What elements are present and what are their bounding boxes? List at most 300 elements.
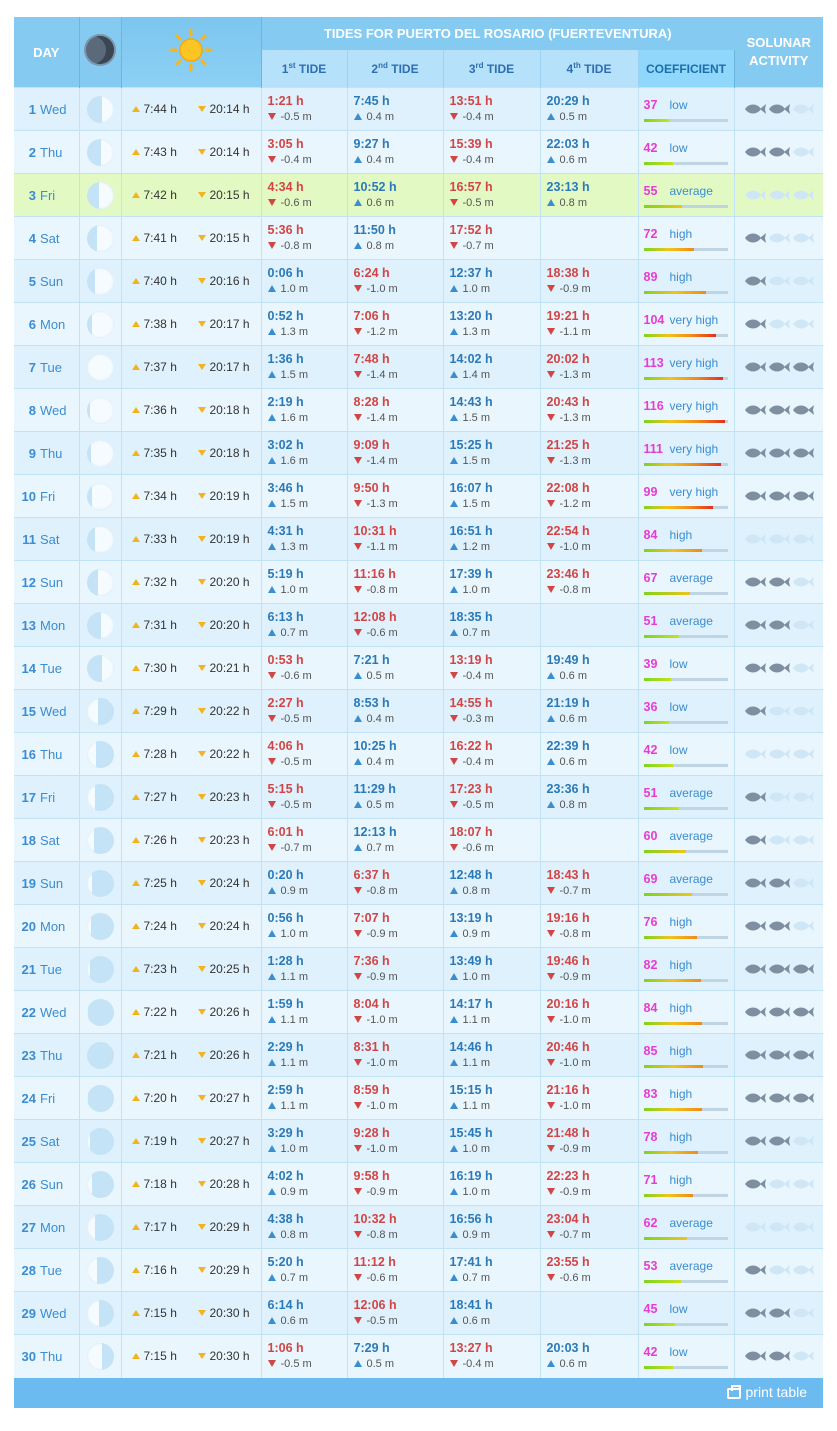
tide-2-cell	[347, 303, 443, 346]
coefficient-label: very high	[669, 313, 719, 327]
low-tide-icon	[547, 285, 555, 292]
tide-3-cell	[443, 1120, 540, 1163]
tide-height: -1.4 m	[366, 412, 398, 424]
coefficient-cell	[638, 905, 734, 948]
table-row	[14, 260, 823, 303]
table-row	[14, 389, 823, 432]
moon-phase-icon	[87, 1257, 114, 1284]
sunset-time: 20:17 h	[209, 360, 250, 374]
table-row	[14, 561, 823, 604]
tide-4-cell	[540, 561, 638, 604]
low-tide-icon	[450, 844, 458, 851]
moon-phase-icon	[87, 1085, 114, 1112]
day-number: 16	[21, 746, 36, 762]
tide-time: 20:43 h	[546, 395, 590, 409]
table-footer	[14, 1378, 823, 1408]
fish-icon	[792, 1178, 814, 1190]
moon-phase-icon	[87, 1128, 114, 1155]
coefficient-label: high	[669, 915, 693, 929]
sun-times-cell	[121, 260, 261, 303]
tide-time: 6:13 h	[267, 610, 304, 624]
sun-times-cell	[121, 432, 261, 475]
tide-time: 8:59 h	[353, 1083, 390, 1097]
high-tide-icon	[547, 1360, 555, 1367]
day-cell	[14, 174, 79, 217]
tide-height: 1.6 m	[280, 455, 309, 467]
day-number: 25	[21, 1133, 36, 1149]
weekday: Wed	[40, 703, 67, 719]
low-tide-icon	[450, 242, 458, 249]
table-row	[14, 432, 823, 475]
high-tide-icon	[450, 328, 458, 335]
sunrise-icon	[132, 1267, 140, 1273]
fish-icon	[744, 705, 766, 717]
moon-phase-cell	[79, 131, 121, 174]
tide-1-cell	[261, 1034, 347, 1077]
coefficient-bar	[644, 936, 728, 939]
low-tide-icon	[547, 1016, 555, 1023]
coefficient-label: low	[669, 1345, 688, 1360]
fish-icon	[744, 576, 766, 588]
tide-4-cell	[540, 690, 638, 733]
tide-3-cell	[443, 733, 540, 776]
coefficient-cell	[638, 948, 734, 991]
coefficient-cell	[638, 1034, 734, 1077]
tide-2-cell	[347, 948, 443, 991]
tide-height: 1.1 m	[462, 1014, 491, 1026]
coefficient-cell	[638, 88, 734, 131]
sunset-icon	[198, 493, 206, 499]
tide-time: 21:25 h	[546, 438, 590, 452]
tide-height: -0.7 m	[559, 885, 591, 897]
tide-3-cell	[443, 303, 540, 346]
sunset-time: 20:19 h	[209, 489, 250, 503]
fish-icon	[744, 1221, 766, 1233]
low-tide-icon	[354, 1188, 362, 1195]
tide-1-cell	[261, 131, 347, 174]
fish-icon	[768, 1092, 790, 1104]
weekday: Wed	[40, 1004, 67, 1020]
tide-height: -0.8 m	[280, 240, 312, 252]
solunar-activity-cell	[734, 604, 823, 647]
tide-time: 12:48 h	[449, 868, 493, 882]
tide-time: 12:13 h	[353, 825, 397, 839]
sun-times-cell	[121, 776, 261, 819]
coefficient-value: 51	[643, 614, 658, 628]
sunrise-icon	[132, 192, 140, 198]
tide-time: 7:06 h	[353, 309, 390, 323]
tide-height: 0.5 m	[366, 670, 395, 682]
fish-icon	[768, 576, 790, 588]
sunrise-time: 7:34 h	[143, 489, 177, 503]
sunrise-time: 7:21 h	[143, 1048, 177, 1062]
tide-1-cell	[261, 991, 347, 1034]
tide-4-cell	[540, 88, 638, 131]
coefficient-label: low	[669, 98, 688, 112]
coefficient-bar	[644, 1323, 728, 1326]
weekday: Tue	[40, 660, 62, 676]
tide-time: 9:50 h	[353, 481, 390, 495]
tide-4-cell	[540, 260, 638, 303]
tide-time: 4:06 h	[267, 739, 304, 753]
tide-time: 9:27 h	[353, 137, 390, 151]
tide-4-cell	[540, 1292, 638, 1335]
tide-height: 0.8 m	[559, 197, 588, 209]
tide-time: 19:21 h	[546, 309, 590, 323]
moon-phase-cell	[79, 647, 121, 690]
tide-height: -1.1 m	[366, 541, 398, 553]
sunset-time: 20:14 h	[209, 102, 250, 116]
day-cell	[14, 948, 79, 991]
solunar-activity-cell	[734, 1249, 823, 1292]
tide-time: 4:02 h	[267, 1169, 304, 1183]
tide-4-cell	[540, 604, 638, 647]
coefficient-cell	[638, 991, 734, 1034]
fish-icon	[768, 1006, 790, 1018]
tide-height: 1.0 m	[462, 1143, 491, 1155]
sunrise-time: 7:17 h	[143, 1220, 177, 1234]
weekday: Wed	[40, 101, 67, 117]
moon-phase-cell	[79, 174, 121, 217]
tide-time: 1:21 h	[267, 94, 304, 108]
fish-icon	[744, 404, 766, 416]
coefficient-label: average	[669, 786, 713, 800]
moon-phase-icon	[87, 182, 114, 209]
tide-3-cell	[443, 1249, 540, 1292]
day-number: 7	[28, 359, 36, 375]
print-table-button[interactable]	[727, 1384, 807, 1400]
tide-4-cell	[540, 303, 638, 346]
tide-1-cell	[261, 862, 347, 905]
sunset-icon	[198, 278, 206, 284]
tide-time: 9:58 h	[353, 1169, 390, 1183]
tide-height: -1.3 m	[559, 369, 591, 381]
fish-icon	[792, 705, 814, 717]
tide-height: 1.0 m	[462, 1186, 491, 1198]
coefficient-label: low	[669, 657, 688, 671]
sunrise-time: 7:44 h	[143, 102, 177, 116]
tide-time: 2:29 h	[267, 1040, 304, 1054]
tide-time: 10:52 h	[353, 180, 397, 194]
tide-time: 14:46 h	[449, 1040, 493, 1054]
fish-icon	[768, 146, 790, 158]
tide-2-cell	[347, 174, 443, 217]
tide-time: 5:15 h	[267, 782, 304, 796]
low-tide-icon	[547, 328, 555, 335]
tide-height: -1.0 m	[366, 283, 398, 295]
fish-icon	[768, 662, 790, 674]
tide-height: 1.3 m	[280, 326, 309, 338]
tide-1-cell	[261, 260, 347, 303]
tide-3-cell	[443, 260, 540, 303]
sunset-icon	[198, 1181, 206, 1187]
coefficient-label: average	[669, 571, 713, 585]
tide-height: 1.6 m	[280, 412, 309, 424]
sunrise-icon	[132, 149, 140, 155]
tide-height: 0.6 m	[366, 197, 395, 209]
low-tide-icon	[354, 973, 362, 980]
day-cell	[14, 1292, 79, 1335]
solunar-activity-cell	[734, 432, 823, 475]
tide-1-cell	[261, 346, 347, 389]
tide-1-cell	[261, 1120, 347, 1163]
solunar-activity-cell	[734, 346, 823, 389]
sunrise-icon	[132, 1310, 140, 1316]
tide-2-cell	[347, 1077, 443, 1120]
tide-3-cell	[443, 604, 540, 647]
tide-time: 20:03 h	[546, 1341, 590, 1356]
day-number: 19	[21, 875, 36, 891]
sun-times-cell	[121, 303, 261, 346]
table-row	[14, 862, 823, 905]
tide-height: 1.5 m	[280, 369, 309, 381]
sun-times-cell	[121, 1292, 261, 1335]
sunset-icon	[198, 751, 206, 757]
coefficient-label: high	[669, 227, 693, 241]
tide-4-cell	[540, 1077, 638, 1120]
tide-height: -0.6 m	[280, 197, 312, 209]
coefficient-label: very high	[669, 485, 719, 499]
sunset-icon	[198, 321, 206, 327]
coefficient-value: 42	[643, 1345, 658, 1360]
low-tide-icon	[268, 199, 276, 206]
tide-1-cell	[261, 647, 347, 690]
table-row	[14, 604, 823, 647]
sunset-time: 20:24 h	[209, 876, 250, 890]
high-tide-icon	[268, 1274, 276, 1281]
moon-phase-cell	[79, 776, 121, 819]
tide-height: 0.9 m	[280, 885, 309, 897]
tide-height: -0.9 m	[366, 928, 398, 940]
tide-height: -0.7 m	[559, 1229, 591, 1241]
tide-height: -1.1 m	[559, 326, 591, 338]
tide-1-cell	[261, 88, 347, 131]
fish-icon	[768, 1178, 790, 1190]
sunset-icon	[198, 794, 206, 800]
day-cell	[14, 776, 79, 819]
fish-icon	[792, 490, 814, 502]
high-tide-icon	[450, 1016, 458, 1023]
tide-rows	[14, 88, 823, 1378]
fish-icon	[792, 877, 814, 889]
tide-time: 16:51 h	[449, 524, 493, 538]
tide-height: 0.9 m	[280, 1186, 309, 1198]
tide-time: 11:29 h	[353, 782, 396, 796]
tide-3-cell	[443, 518, 540, 561]
sun-times-cell	[121, 733, 261, 776]
tide-height: 1.5 m	[462, 498, 491, 510]
high-tide-icon	[450, 1102, 458, 1109]
tide-time: 7:45 h	[353, 94, 390, 108]
sunrise-icon	[132, 837, 140, 843]
sunrise-icon	[132, 751, 140, 757]
table-row	[14, 174, 823, 217]
coefficient-label: average	[669, 872, 713, 886]
low-tide-icon	[354, 586, 362, 593]
tide-time: 0:56 h	[267, 911, 304, 925]
coefficient-label: high	[669, 1173, 693, 1187]
tide-height: 0.6 m	[559, 756, 588, 768]
coefficient-bar	[644, 1151, 728, 1154]
moon-phase-icon	[87, 354, 114, 381]
tide-time: 18:41 h	[449, 1298, 493, 1312]
fish-icon	[792, 748, 814, 760]
low-tide-icon	[547, 1188, 555, 1195]
coefficient-cell	[638, 174, 734, 217]
tide-4-cell	[540, 1120, 638, 1163]
sunrise-icon	[132, 1052, 140, 1058]
table-row	[14, 346, 823, 389]
tide-1-cell	[261, 1206, 347, 1249]
tide-height: 1.2 m	[462, 541, 491, 553]
coefficient-cell	[638, 1335, 734, 1378]
moon-phase-cell	[79, 303, 121, 346]
high-tide-icon	[450, 1145, 458, 1152]
fish-icon	[768, 1049, 790, 1061]
moon-phase-cell	[79, 604, 121, 647]
coefficient-cell	[638, 776, 734, 819]
coefficient-cell	[638, 303, 734, 346]
sunset-icon	[198, 923, 206, 929]
fish-icon	[792, 232, 814, 244]
moon-phase-cell	[79, 1206, 121, 1249]
low-tide-icon	[268, 242, 276, 249]
moon-phase-cell	[79, 346, 121, 389]
tide-height: -0.9 m	[559, 1186, 591, 1198]
low-tide-icon	[547, 371, 555, 378]
weekday: Mon	[40, 316, 66, 332]
coefficient-cell	[638, 690, 734, 733]
fish-icon	[744, 748, 766, 760]
sun-times-cell	[121, 518, 261, 561]
fish-icon	[768, 920, 790, 932]
fish-icon	[744, 1178, 766, 1190]
low-tide-icon	[354, 1231, 362, 1238]
tide-height: 1.0 m	[462, 283, 491, 295]
fish-icon	[768, 705, 790, 717]
tide-4-cell	[540, 389, 638, 432]
moon-phase-icon	[87, 1300, 114, 1327]
sunrise-icon	[132, 493, 140, 499]
moon-phase-icon	[87, 956, 114, 983]
sunrise-time: 7:24 h	[143, 919, 177, 933]
sunrise-time: 7:36 h	[143, 403, 177, 417]
tide-height: 0.6 m	[559, 154, 588, 166]
tide-4-cell	[540, 776, 638, 819]
coefficient-value: 45	[643, 1302, 658, 1316]
fish-icon	[744, 490, 766, 502]
fish-icon	[744, 232, 766, 244]
high-tide-icon	[547, 801, 555, 808]
coefficient-label: high	[669, 1001, 693, 1015]
tide-height: 1.5 m	[462, 412, 491, 424]
tide-2-cell	[347, 346, 443, 389]
tide-height: -0.5 m	[366, 1315, 398, 1327]
high-tide-icon	[547, 672, 555, 679]
coefficient-bar	[644, 334, 728, 337]
sunset-icon	[198, 579, 206, 585]
coefficient-cell	[638, 1120, 734, 1163]
coefficient-cell	[638, 862, 734, 905]
tide-height: -0.9 m	[559, 1143, 591, 1155]
table-row	[14, 1292, 823, 1335]
fish-icon	[792, 447, 814, 459]
coefficient-value: 39	[643, 657, 658, 671]
coefficient-bar	[644, 291, 728, 294]
coefficient-label: very high	[669, 356, 719, 370]
moon-phase-cell	[79, 948, 121, 991]
coefficient-value: 84	[643, 1001, 658, 1015]
solunar-activity-cell	[734, 260, 823, 303]
solunar-activity-cell	[734, 518, 823, 561]
fish-icon	[792, 1006, 814, 1018]
coefficient-value: 42	[643, 743, 658, 757]
fish-icon	[768, 103, 790, 115]
tide-time: 6:24 h	[353, 266, 390, 280]
day-cell	[14, 905, 79, 948]
coefficient-bar	[644, 119, 728, 122]
sunrise-icon	[132, 1095, 140, 1101]
tide-3-cell	[443, 776, 540, 819]
moon-phase-icon	[87, 913, 114, 940]
coefficient-value: 83	[643, 1087, 658, 1101]
sun-times-cell	[121, 905, 261, 948]
tide-4-cell	[540, 432, 638, 475]
coefficient-bar	[644, 1022, 728, 1025]
moon-phase-header	[79, 17, 121, 88]
sunset-icon	[198, 1353, 206, 1359]
solunar-activity-cell	[734, 905, 823, 948]
moon-phase-icon	[87, 1343, 114, 1370]
sunset-time: 20:25 h	[209, 962, 250, 976]
fish-icon	[744, 1092, 766, 1104]
sunrise-icon	[132, 450, 140, 456]
sunrise-icon	[132, 880, 140, 886]
tide-3-cell	[443, 1335, 540, 1378]
sunrise-icon	[132, 1224, 140, 1230]
fish-icon	[768, 963, 790, 975]
coefficient-bar	[644, 420, 728, 423]
weekday: Sun	[40, 574, 64, 590]
low-tide-icon	[450, 715, 458, 722]
table-row	[14, 1335, 823, 1378]
sunset-icon	[198, 106, 206, 112]
sunset-time: 20:16 h	[209, 274, 250, 288]
sun-times-cell	[121, 174, 261, 217]
coefficient-label: average	[669, 184, 713, 198]
print-table-label: print table	[745, 1383, 807, 1400]
weekday: Mon	[40, 918, 66, 934]
tide-time: 19:49 h	[546, 653, 590, 667]
low-tide-icon	[354, 543, 362, 550]
tide-time: 1:36 h	[267, 352, 304, 366]
sunrise-time: 7:18 h	[143, 1177, 177, 1191]
tide-4-cell	[540, 1206, 638, 1249]
tide-time: 8:04 h	[353, 997, 390, 1011]
sunset-time: 20:23 h	[209, 833, 250, 847]
tide-2-cell	[347, 1206, 443, 1249]
tide-time: 17:41 h	[449, 1255, 493, 1269]
sun-icon	[169, 28, 213, 72]
moon-phase-cell	[79, 1077, 121, 1120]
solunar-activity-cell	[734, 991, 823, 1034]
sunrise-time: 7:41 h	[143, 231, 177, 245]
high-tide-icon	[268, 930, 276, 937]
table-row	[14, 1163, 823, 1206]
sun-times-cell	[121, 647, 261, 690]
tide-height: -0.5 m	[462, 799, 494, 811]
coefficient-bar	[644, 1108, 728, 1111]
